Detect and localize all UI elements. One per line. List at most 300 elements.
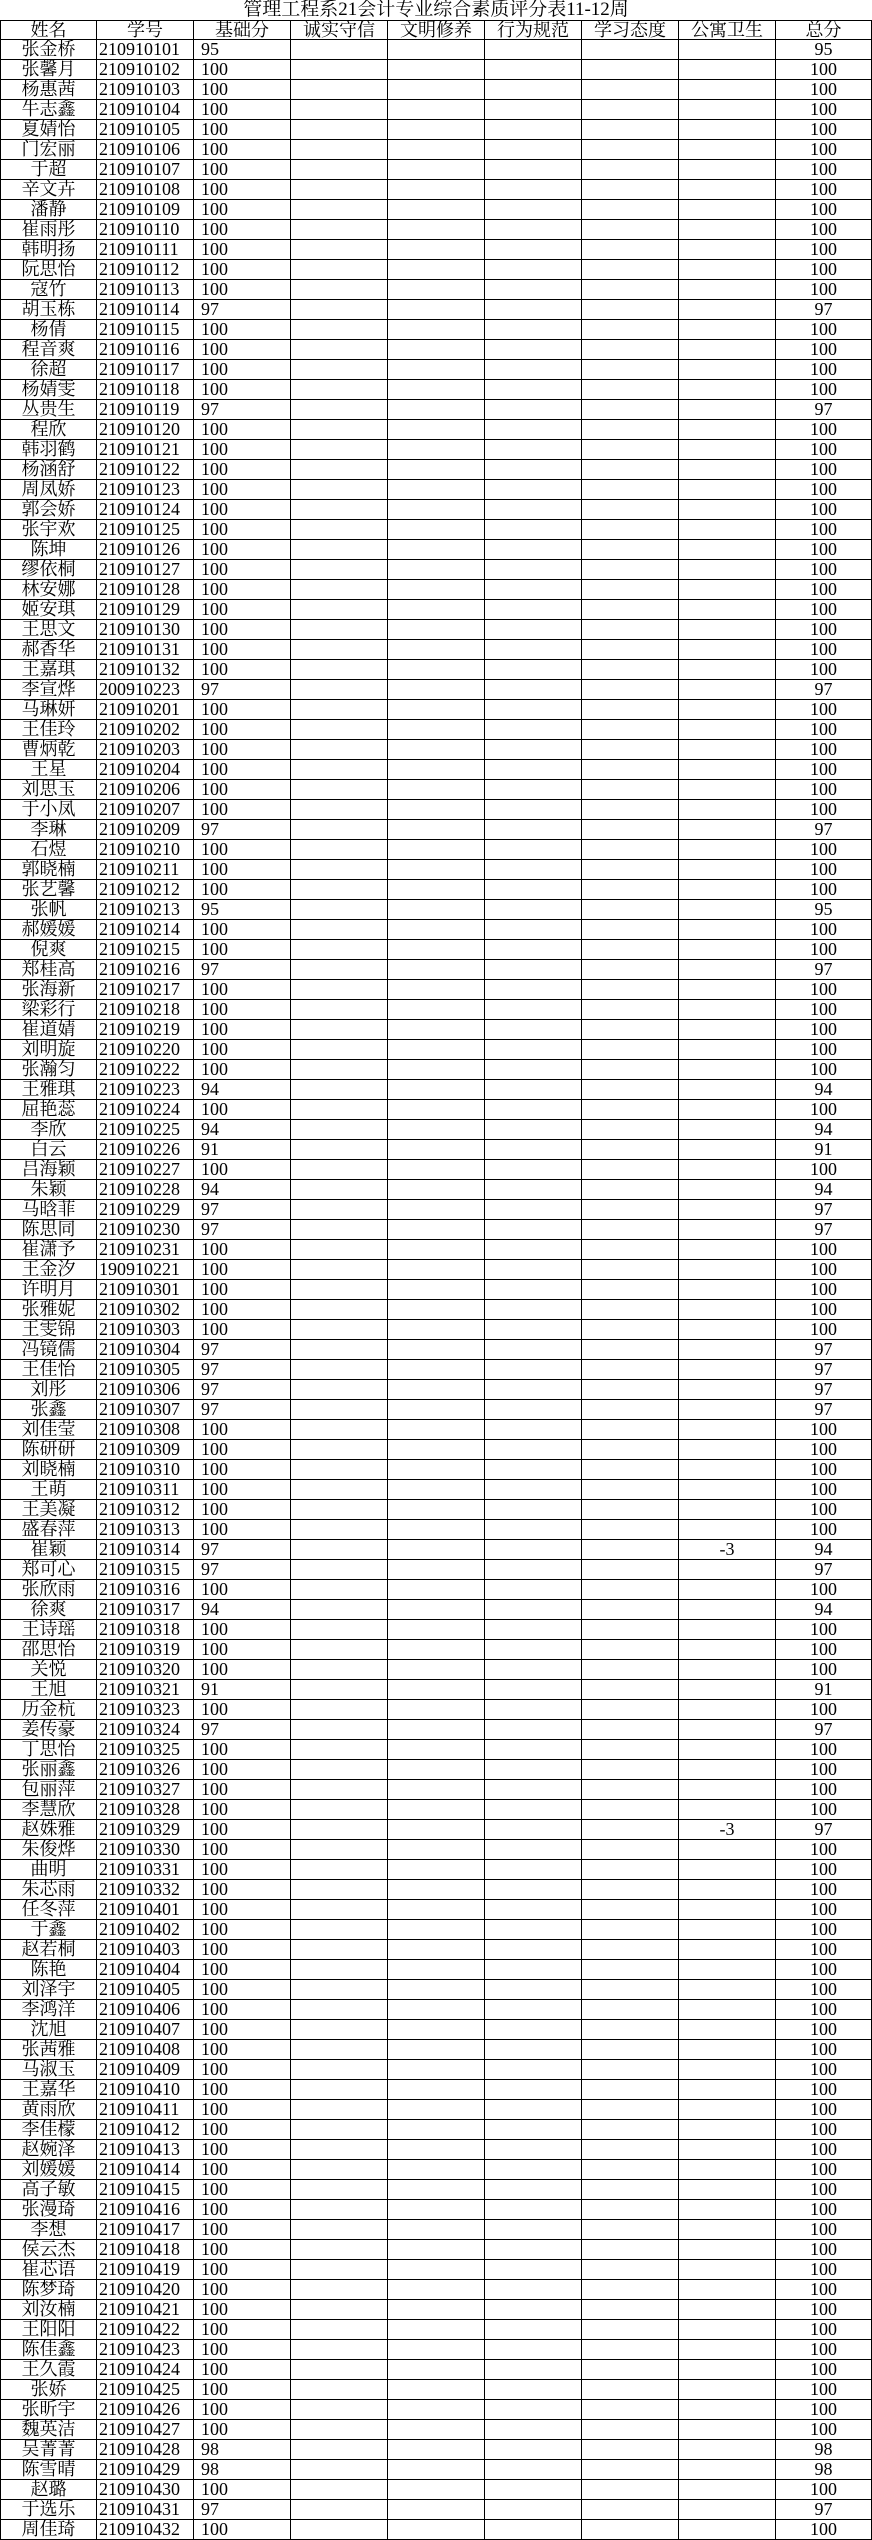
cell-student-id: 210910223 <box>97 1080 194 1100</box>
cell-dorm-hygiene <box>679 1160 776 1180</box>
cell-student-id: 210910103 <box>97 80 194 100</box>
cell-total: 94 <box>776 1600 872 1620</box>
cell-name: 历金杭 <box>0 1700 97 1720</box>
cell-student-id: 210910306 <box>97 1380 194 1400</box>
cell-dorm-hygiene <box>679 440 776 460</box>
sheet-title: 管理工程系21会计专业综合素质评分表11-12周 <box>243 0 629 20</box>
cell-dorm-hygiene <box>679 1000 776 1020</box>
cell-name: 刘思玉 <box>0 780 97 800</box>
cell-honesty <box>291 1520 388 1540</box>
cell-honesty <box>291 540 388 560</box>
cell-student-id: 210910114 <box>97 300 194 320</box>
cell-study-attitude <box>582 840 679 860</box>
cell-dorm-hygiene <box>679 2500 776 2520</box>
cell-study-attitude <box>582 1200 679 1220</box>
cell-student-id: 210910211 <box>97 860 194 880</box>
cell-name: 李欣 <box>0 1120 97 1140</box>
cell-total: 100 <box>776 760 872 780</box>
header-honesty: 诚实守信 <box>291 20 388 40</box>
cell-name: 曹炳乾 <box>0 740 97 760</box>
table-row <box>0 1140 872 1160</box>
table-row <box>0 240 872 260</box>
cell-base-score: 100 <box>194 740 291 760</box>
cell-student-id: 210910214 <box>97 920 194 940</box>
cell-study-attitude <box>582 1180 679 1200</box>
cell-student-id: 210910424 <box>97 2360 194 2380</box>
cell-honesty <box>291 280 388 300</box>
cell-civility <box>388 1740 485 1760</box>
table-row <box>0 1720 872 1740</box>
cell-civility <box>388 540 485 560</box>
cell-civility <box>388 1120 485 1140</box>
cell-study-attitude <box>582 1380 679 1400</box>
cell-civility <box>388 1000 485 1020</box>
cell-honesty <box>291 1880 388 1900</box>
cell-conduct <box>485 940 582 960</box>
cell-study-attitude <box>582 1400 679 1420</box>
cell-study-attitude <box>582 520 679 540</box>
cell-study-attitude <box>582 1000 679 1020</box>
cell-dorm-hygiene <box>679 140 776 160</box>
table-row <box>0 1620 872 1640</box>
cell-civility <box>388 1520 485 1540</box>
cell-total: 100 <box>776 600 872 620</box>
cell-name: 李佳檬 <box>0 2120 97 2140</box>
cell-honesty <box>291 1140 388 1160</box>
cell-conduct <box>485 120 582 140</box>
cell-total: 100 <box>776 1240 872 1260</box>
cell-civility <box>388 400 485 420</box>
cell-conduct <box>485 1980 582 2000</box>
cell-civility <box>388 2100 485 2120</box>
cell-honesty <box>291 220 388 240</box>
cell-dorm-hygiene <box>679 560 776 580</box>
cell-total: 100 <box>776 1760 872 1780</box>
cell-base-score: 100 <box>194 1480 291 1500</box>
cell-total: 100 <box>776 940 872 960</box>
cell-conduct <box>485 1640 582 1660</box>
cell-honesty <box>291 1340 388 1360</box>
cell-total: 97 <box>776 300 872 320</box>
cell-student-id: 210910206 <box>97 780 194 800</box>
cell-study-attitude <box>582 2060 679 2080</box>
cell-student-id: 210910224 <box>97 1100 194 1120</box>
cell-civility <box>388 2380 485 2400</box>
cell-honesty <box>291 820 388 840</box>
table-row <box>0 1900 872 1920</box>
cell-honesty <box>291 340 388 360</box>
cell-honesty <box>291 1000 388 1020</box>
cell-honesty <box>291 960 388 980</box>
cell-conduct <box>485 1800 582 1820</box>
cell-civility <box>388 2480 485 2500</box>
cell-dorm-hygiene <box>679 2120 776 2140</box>
cell-civility <box>388 1240 485 1260</box>
cell-name: 缪依桐 <box>0 560 97 580</box>
cell-base-score: 100 <box>194 1640 291 1660</box>
cell-civility <box>388 1600 485 1620</box>
cell-base-score: 100 <box>194 540 291 560</box>
cell-student-id: 210910413 <box>97 2140 194 2160</box>
cell-student-id: 210910120 <box>97 420 194 440</box>
cell-dorm-hygiene <box>679 1440 776 1460</box>
cell-civility <box>388 380 485 400</box>
cell-base-score: 100 <box>194 640 291 660</box>
cell-student-id: 210910204 <box>97 760 194 780</box>
cell-student-id: 210910227 <box>97 1160 194 1180</box>
cell-name: 姜传豪 <box>0 1720 97 1740</box>
cell-dorm-hygiene <box>679 120 776 140</box>
cell-honesty <box>291 1900 388 1920</box>
cell-honesty <box>291 2160 388 2180</box>
cell-base-score: 100 <box>194 2480 291 2500</box>
cell-student-id: 210910229 <box>97 1200 194 1220</box>
cell-name: 梁彩行 <box>0 1000 97 1020</box>
cell-student-id: 190910221 <box>97 1260 194 1280</box>
cell-base-score: 100 <box>194 220 291 240</box>
cell-dorm-hygiene <box>679 1580 776 1600</box>
cell-conduct <box>485 300 582 320</box>
cell-student-id: 210910326 <box>97 1760 194 1780</box>
cell-total: 100 <box>776 1900 872 1920</box>
table-row <box>0 2140 872 2160</box>
cell-civility <box>388 1780 485 1800</box>
cell-conduct <box>485 540 582 560</box>
cell-name: 邵思怡 <box>0 1640 97 1660</box>
cell-honesty <box>291 2500 388 2520</box>
cell-study-attitude <box>582 1260 679 1280</box>
cell-civility <box>388 700 485 720</box>
cell-dorm-hygiene <box>679 780 776 800</box>
cell-civility <box>388 1880 485 1900</box>
cell-total: 100 <box>776 2000 872 2020</box>
cell-honesty <box>291 480 388 500</box>
cell-honesty <box>291 580 388 600</box>
cell-dorm-hygiene <box>679 360 776 380</box>
cell-name: 丁思怡 <box>0 1740 97 1760</box>
cell-dorm-hygiene <box>679 1720 776 1740</box>
cell-civility <box>388 2400 485 2420</box>
cell-base-score: 100 <box>194 2340 291 2360</box>
cell-student-id: 210910327 <box>97 1780 194 1800</box>
table-row <box>0 2040 872 2060</box>
cell-conduct <box>485 1320 582 1340</box>
cell-base-score: 100 <box>194 2300 291 2320</box>
cell-conduct <box>485 980 582 1000</box>
cell-study-attitude <box>582 1340 679 1360</box>
table-row <box>0 340 872 360</box>
cell-base-score: 97 <box>194 1360 291 1380</box>
cell-base-score: 100 <box>194 1880 291 1900</box>
cell-conduct <box>485 2420 582 2440</box>
cell-total: 100 <box>776 1280 872 1300</box>
table-row <box>0 1820 872 1840</box>
cell-study-attitude <box>582 2400 679 2420</box>
cell-student-id: 210910420 <box>97 2280 194 2300</box>
cell-student-id: 210910419 <box>97 2260 194 2280</box>
cell-honesty <box>291 1840 388 1860</box>
cell-honesty <box>291 1580 388 1600</box>
cell-student-id: 210910318 <box>97 1620 194 1640</box>
cell-conduct <box>485 1920 582 1940</box>
cell-name: 任冬萍 <box>0 1900 97 1920</box>
cell-honesty <box>291 620 388 640</box>
cell-conduct <box>485 1500 582 1520</box>
cell-name: 陈佳鑫 <box>0 2340 97 2360</box>
cell-study-attitude <box>582 640 679 660</box>
cell-student-id: 210910315 <box>97 1560 194 1580</box>
cell-dorm-hygiene <box>679 1800 776 1820</box>
cell-base-score: 100 <box>194 420 291 440</box>
cell-total: 100 <box>776 1300 872 1320</box>
cell-student-id: 210910431 <box>97 2500 194 2520</box>
cell-student-id: 210910122 <box>97 460 194 480</box>
cell-civility <box>388 480 485 500</box>
cell-honesty <box>291 720 388 740</box>
cell-total: 95 <box>776 900 872 920</box>
cell-conduct <box>485 1400 582 1420</box>
header-study-attitude: 学习态度 <box>582 20 679 40</box>
cell-honesty <box>291 1500 388 1520</box>
cell-study-attitude <box>582 1700 679 1720</box>
cell-conduct <box>485 1160 582 1180</box>
cell-conduct <box>485 1140 582 1160</box>
cell-total: 94 <box>776 1180 872 1200</box>
cell-civility <box>388 1940 485 1960</box>
cell-total: 100 <box>776 880 872 900</box>
cell-dorm-hygiene <box>679 2520 776 2540</box>
cell-conduct <box>485 1840 582 1860</box>
cell-dorm-hygiene <box>679 1240 776 1260</box>
cell-student-id: 210910328 <box>97 1800 194 1820</box>
table-row <box>0 2360 872 2380</box>
cell-study-attitude <box>582 2460 679 2480</box>
cell-student-id: 210910416 <box>97 2200 194 2220</box>
cell-name: 马晗菲 <box>0 1200 97 1220</box>
cell-base-score: 100 <box>194 60 291 80</box>
cell-conduct <box>485 800 582 820</box>
cell-conduct <box>485 1560 582 1580</box>
cell-study-attitude <box>582 2280 679 2300</box>
table-row <box>0 500 872 520</box>
cell-civility <box>388 960 485 980</box>
cell-base-score: 100 <box>194 700 291 720</box>
cell-base-score: 100 <box>194 360 291 380</box>
table-row <box>0 2400 872 2420</box>
cell-conduct <box>485 1960 582 1980</box>
cell-student-id: 210910112 <box>97 260 194 280</box>
table-row <box>0 920 872 940</box>
cell-civility <box>388 720 485 740</box>
cell-dorm-hygiene <box>679 1360 776 1380</box>
cell-dorm-hygiene <box>679 2160 776 2180</box>
table-row <box>0 220 872 240</box>
cell-honesty <box>291 1620 388 1640</box>
cell-honesty <box>291 1440 388 1460</box>
cell-civility <box>388 1200 485 1220</box>
cell-honesty <box>291 1400 388 1420</box>
cell-base-score: 100 <box>194 2420 291 2440</box>
cell-conduct <box>485 640 582 660</box>
cell-student-id: 210910127 <box>97 560 194 580</box>
cell-dorm-hygiene <box>679 1520 776 1540</box>
cell-study-attitude <box>582 720 679 740</box>
cell-honesty <box>291 400 388 420</box>
cell-study-attitude <box>582 1940 679 1960</box>
cell-name: 于超 <box>0 160 97 180</box>
cell-conduct <box>485 1120 582 1140</box>
cell-conduct <box>485 1280 582 1300</box>
cell-dorm-hygiene <box>679 1220 776 1240</box>
table-row <box>0 640 872 660</box>
cell-base-score: 100 <box>194 1860 291 1880</box>
cell-study-attitude <box>582 360 679 380</box>
cell-base-score: 100 <box>194 140 291 160</box>
cell-conduct <box>485 2040 582 2060</box>
cell-dorm-hygiene <box>679 2100 776 2120</box>
cell-study-attitude <box>582 340 679 360</box>
cell-study-attitude <box>582 1160 679 1180</box>
cell-student-id: 210910124 <box>97 500 194 520</box>
cell-civility <box>388 140 485 160</box>
cell-civility <box>388 1920 485 1940</box>
cell-base-score: 100 <box>194 760 291 780</box>
table-row <box>0 900 872 920</box>
cell-civility <box>388 2180 485 2200</box>
cell-dorm-hygiene <box>679 1940 776 1960</box>
cell-student-id: 210910307 <box>97 1400 194 1420</box>
cell-conduct <box>485 100 582 120</box>
cell-conduct <box>485 2400 582 2420</box>
cell-study-attitude <box>582 320 679 340</box>
cell-student-id: 210910407 <box>97 2020 194 2040</box>
table-row <box>0 1560 872 1580</box>
header-civility: 文明修养 <box>388 20 485 40</box>
cell-base-score: 100 <box>194 1300 291 1320</box>
table-row <box>0 660 872 680</box>
cell-honesty <box>291 1120 388 1140</box>
cell-study-attitude <box>582 1420 679 1440</box>
cell-civility <box>388 1620 485 1640</box>
cell-total: 100 <box>776 380 872 400</box>
cell-base-score: 97 <box>194 2500 291 2520</box>
cell-civility <box>388 240 485 260</box>
cell-civility <box>388 920 485 940</box>
cell-dorm-hygiene <box>679 940 776 960</box>
cell-conduct <box>485 1420 582 1440</box>
cell-base-score: 100 <box>194 2100 291 2120</box>
cell-student-id: 210910312 <box>97 1500 194 1520</box>
cell-student-id: 210910429 <box>97 2460 194 2480</box>
cell-honesty <box>291 2260 388 2280</box>
cell-name: 丛贵生 <box>0 400 97 420</box>
header-student-id: 学号 <box>97 20 194 40</box>
cell-civility <box>388 1320 485 1340</box>
cell-dorm-hygiene <box>679 500 776 520</box>
cell-dorm-hygiene <box>679 2140 776 2160</box>
cell-civility <box>388 420 485 440</box>
table-row <box>0 1060 872 1080</box>
cell-dorm-hygiene <box>679 60 776 80</box>
cell-dorm-hygiene <box>679 2300 776 2320</box>
cell-dorm-hygiene <box>679 100 776 120</box>
cell-base-score: 97 <box>194 1220 291 1240</box>
cell-dorm-hygiene <box>679 1140 776 1160</box>
table-row <box>0 2060 872 2080</box>
cell-conduct <box>485 2220 582 2240</box>
cell-student-id: 210910421 <box>97 2300 194 2320</box>
cell-study-attitude <box>582 440 679 460</box>
cell-civility <box>388 580 485 600</box>
cell-base-score: 100 <box>194 2180 291 2200</box>
cell-name: 石煜 <box>0 840 97 860</box>
cell-honesty <box>291 520 388 540</box>
cell-base-score: 100 <box>194 1820 291 1840</box>
table-row <box>0 1460 872 1480</box>
cell-civility <box>388 220 485 240</box>
cell-name: 张丽鑫 <box>0 1760 97 1780</box>
cell-student-id: 210910401 <box>97 1900 194 1920</box>
cell-base-score: 94 <box>194 1600 291 1620</box>
cell-base-score: 100 <box>194 780 291 800</box>
cell-civility <box>388 780 485 800</box>
table-row <box>0 2520 872 2540</box>
cell-conduct <box>485 2140 582 2160</box>
cell-name: 沈旭 <box>0 2020 97 2040</box>
cell-total: 100 <box>776 1580 872 1600</box>
cell-civility <box>388 2520 485 2540</box>
cell-conduct <box>485 360 582 380</box>
cell-civility <box>388 200 485 220</box>
cell-dorm-hygiene <box>679 960 776 980</box>
cell-student-id: 210910126 <box>97 540 194 560</box>
cell-civility <box>388 180 485 200</box>
cell-base-score: 95 <box>194 900 291 920</box>
table-row <box>0 1320 872 1340</box>
cell-study-attitude <box>582 1220 679 1240</box>
cell-conduct <box>485 480 582 500</box>
cell-study-attitude <box>582 2320 679 2340</box>
cell-student-id: 210910131 <box>97 640 194 660</box>
cell-conduct <box>485 840 582 860</box>
cell-student-id: 210910428 <box>97 2440 194 2460</box>
header-dorm-hygiene: 公寓卫生 <box>679 20 776 40</box>
cell-name: 张宇欢 <box>0 520 97 540</box>
cell-study-attitude <box>582 180 679 200</box>
cell-total: 100 <box>776 2040 872 2060</box>
cell-name: 魏英洁 <box>0 2420 97 2440</box>
cell-study-attitude <box>582 380 679 400</box>
cell-conduct <box>485 760 582 780</box>
cell-base-score: 100 <box>194 2360 291 2380</box>
cell-base-score: 100 <box>194 480 291 500</box>
cell-dorm-hygiene <box>679 1900 776 1920</box>
cell-honesty <box>291 1600 388 1620</box>
cell-dorm-hygiene <box>679 2180 776 2200</box>
cell-name: 郭晓楠 <box>0 860 97 880</box>
cell-study-attitude <box>582 1800 679 1820</box>
cell-honesty <box>291 80 388 100</box>
cell-dorm-hygiene <box>679 460 776 480</box>
cell-civility <box>388 860 485 880</box>
cell-total: 97 <box>776 1220 872 1240</box>
cell-study-attitude <box>582 1780 679 1800</box>
cell-base-score: 100 <box>194 1660 291 1680</box>
cell-name: 朱芯雨 <box>0 1880 97 1900</box>
cell-total: 100 <box>776 2180 872 2200</box>
cell-civility <box>388 2500 485 2520</box>
cell-civility <box>388 1220 485 1240</box>
